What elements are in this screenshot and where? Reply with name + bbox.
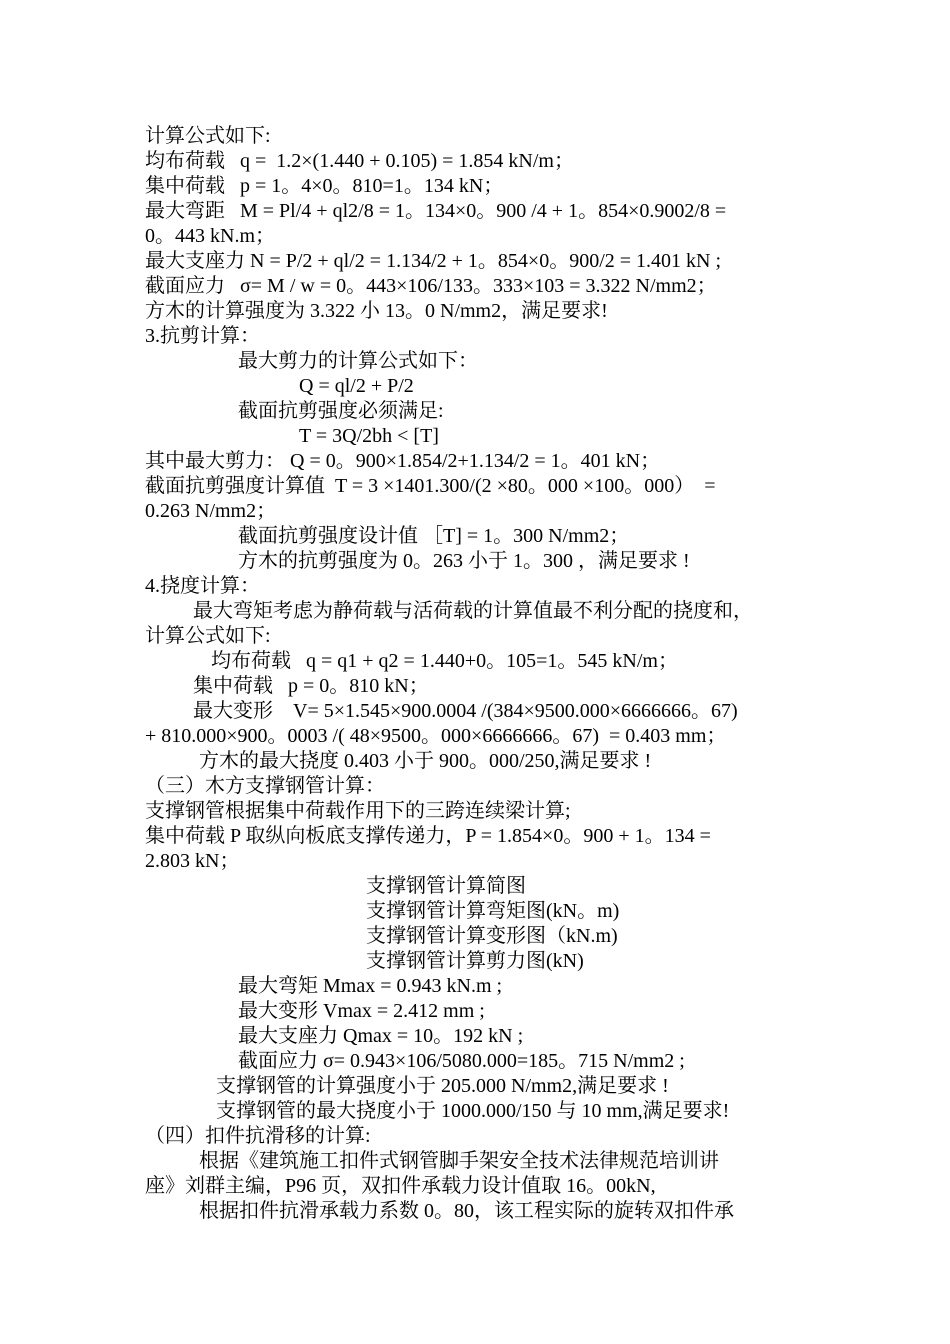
text-line: 截面应力 σ= M / w = 0。443×106/133。333×103 = 3.322 N/mm2； xyxy=(145,275,717,297)
figure-caption: 支撑钢管计算剪力图(kN) xyxy=(366,950,584,972)
text-line: 支撑钢管根据集中荷载作用下的三跨连续梁计算; xyxy=(145,800,571,822)
text-line: 2.803 kN； xyxy=(145,850,240,872)
text-line: 其中最大剪力： Q = 0。900×1.854/2+1.134/2 = 1。401 kN； xyxy=(145,450,661,472)
text-line: 均布荷载 q = 1.2×(1.440 + 0.105) = 1.854 kN/m； xyxy=(145,150,574,172)
text-line: 最大剪力的计算公式如下： xyxy=(238,350,478,372)
section-heading: 3.抗剪计算： xyxy=(145,325,260,347)
text-line: 集中荷载 p = 1。4×0。810=1。134 kN； xyxy=(145,175,504,197)
text-line: 方木的抗剪强度为 0。263 小于 1。300 ，满足要求 ! xyxy=(238,550,690,572)
figure-caption: 支撑钢管计算变形图（kN.m) xyxy=(366,925,618,947)
text-line: 最大弯矩考虑为静荷载与活荷载的计算值最不利分配的挠度和， xyxy=(193,600,753,622)
text-line: + 810.000×900。0003 /( 48×9500。000×6666666。67) = 0.403 mm； xyxy=(145,725,727,747)
text-line: 截面抗剪强度计算值 T = 3 ×1401.300/(2 ×80。000 ×100。000） = xyxy=(145,475,716,497)
text-line: 支撑钢管的最大挠度小于 1000.000/150 与 10 mm,满足要求! xyxy=(216,1100,730,1122)
text-line: 座》刘群主编，P96 页，双扣件承载力设计值取 16。00kN, xyxy=(145,1175,656,1197)
section-heading: （三）木方支撑钢管计算： xyxy=(145,775,385,797)
text-line: 最大变形 Vmax = 2.412 mm ; xyxy=(238,1000,485,1022)
text-line: 集中荷载 p = 0。810 kN； xyxy=(193,675,429,697)
text-line: 计算公式如下: xyxy=(145,625,271,647)
text-line: 最大变形 V= 5×1.545×900.0004 /(384×9500.000×6666666。67) xyxy=(193,700,738,722)
text-line: 截面应力 σ= 0.943×106/5080.000=185。715 N/mm2 ; xyxy=(238,1050,685,1072)
text-line: 支撑钢管的计算强度小于 205.000 N/mm2,满足要求 ! xyxy=(216,1075,669,1097)
text-line: 0.263 N/mm2； xyxy=(145,500,277,522)
text-line: 截面抗剪强度设计值 ［T] = 1。300 N/mm2； xyxy=(238,525,630,547)
text-line: 均布荷载 q = q1 + q2 = 1.440+0。105=1。545 kN/m； xyxy=(211,650,678,672)
formula: Q = ql/2 + P/2 xyxy=(299,375,414,397)
figure-caption: 支撑钢管计算弯矩图(kN。m) xyxy=(366,900,620,922)
text-line: 根据扣件抗滑承载力系数 0。80，该工程实际的旋转双扣件承 xyxy=(199,1200,734,1222)
text-line: 方木的最大挠度 0.403 小于 900。000/250,满足要求 ! xyxy=(199,750,652,772)
section-heading: （四）扣件抗滑移的计算: xyxy=(145,1125,371,1147)
section-heading: 4.挠度计算： xyxy=(145,575,260,597)
text-line: 最大弯矩 Mmax = 0.943 kN.m ; xyxy=(238,975,503,997)
text-line: 最大支座力 Qmax = 10。192 kN ; xyxy=(238,1025,524,1047)
text-line: 最大弯距 M = Pl/4 + ql2/8 = 1。134×0。900 /4 + 1。854×0.9002/8 = xyxy=(145,200,727,222)
text-line: 方木的计算强度为 3.322 小 13。0 N/mm2，满足要求! xyxy=(145,300,608,322)
figure-caption: 支撑钢管计算简图 xyxy=(366,875,526,897)
text-line: 根据《建筑施工扣件式钢管脚手架安全技术法律规范培训讲 xyxy=(199,1150,719,1172)
formula: T = 3Q/2bh < [T] xyxy=(299,425,439,447)
text-line: 计算公式如下: xyxy=(145,125,271,147)
text-line: 截面抗剪强度必须满足: xyxy=(238,400,444,422)
text-line: 集中荷载 P 取纵向板底支撑传递力，P = 1.854×0。900 + 1。134 = xyxy=(145,825,711,847)
text-line: 0。443 kN.m； xyxy=(145,225,275,247)
text-line: 最大支座力 N = P/2 + ql/2 = 1.134/2 + 1。854×0。900/2 = 1.401 kN ; xyxy=(145,250,722,272)
